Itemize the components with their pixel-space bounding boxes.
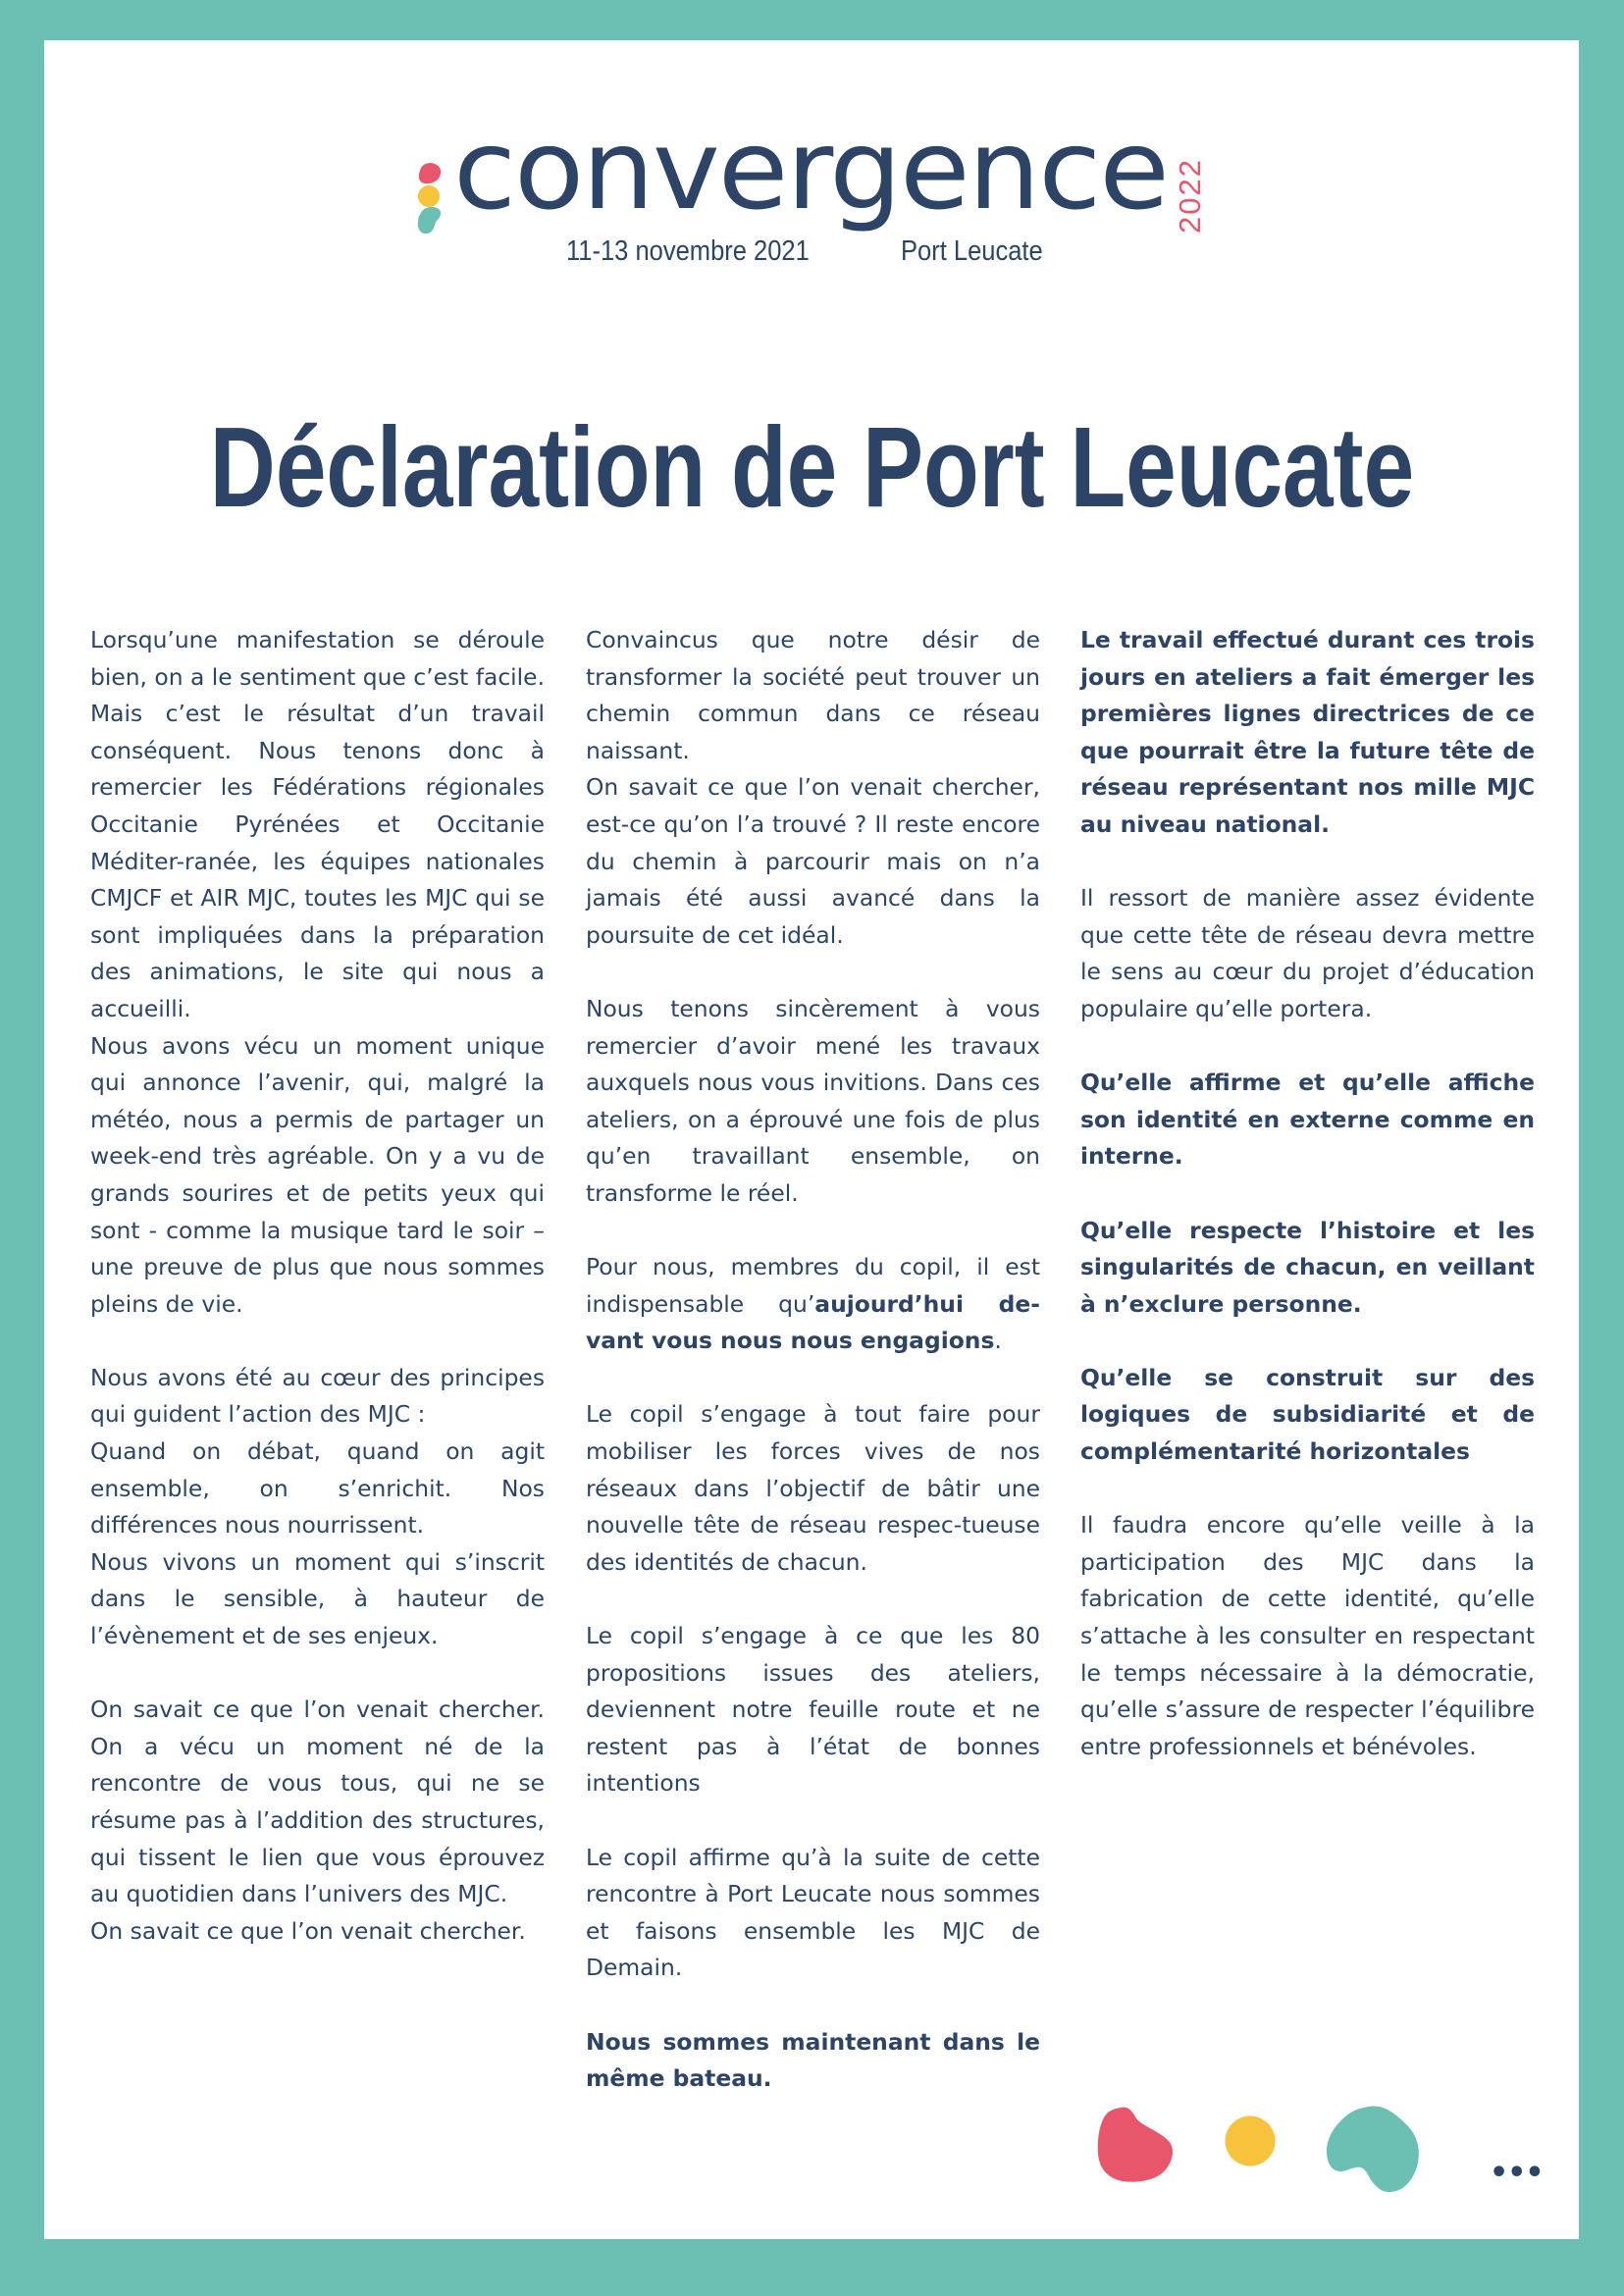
text-run: Nous avons été au cœur des principes qui guident l’action des MJC : — [90, 1363, 545, 1429]
paragraph-spacer — [586, 954, 1040, 991]
text-run: Nous vivons un moment qui s’inscrit dans le sensible, à hauteur de l’évènement et de ses enjeux. — [90, 1547, 545, 1650]
paragraph-spacer — [90, 1323, 545, 1360]
paragraph — [586, 2024, 1040, 2098]
column-2 — [586, 622, 1040, 2098]
paragraph — [586, 1840, 1040, 1987]
text-run: Nous avons vécu un moment unique qui annonce l’avenir, qui, malgré la météo, nous a permis de partager un week-end très agréable. On y a vu de grands sourires et de petits yeux qui sont - comme la musique tard le soir – une preuve de plus que nous sommes pleins de vie. — [90, 1031, 545, 1318]
paragraph — [1080, 1065, 1535, 1175]
logo-year: 2022 — [1173, 158, 1207, 234]
logo-teal-dot — [418, 207, 441, 234]
paragraph — [586, 769, 1040, 954]
paragraph-spacer — [1080, 1028, 1535, 1066]
paragraph-spacer — [1080, 1471, 1535, 1508]
paragraph-spacer — [586, 1581, 1040, 1618]
paragraph — [90, 622, 545, 1028]
logo-red-dot — [419, 163, 441, 183]
text-run: Il ressort de manière assez évidente que cette tête de réseau devra mettre le sens au cœur du projet d’éducation populaire qu’elle portera. — [1080, 884, 1535, 1022]
paragraph-spacer — [90, 1655, 545, 1693]
page-title: Déclaration de Port Leucate — [209, 403, 1415, 531]
text-run: On savait ce que l’on venait chercher. — [90, 1916, 526, 1945]
paragraph-spacer — [586, 1360, 1040, 1397]
paragraph — [586, 1618, 1040, 1802]
teal-blob-icon — [1325, 2106, 1423, 2194]
paragraph — [90, 1544, 545, 1655]
text-run: Le copil affirme qu’à la suite de cette rencontre à Port Leucate nous sommes et faisons ensemble les MJC de Demain. — [586, 1843, 1040, 1982]
bold-text: Qu’elle respecte l’histoire et les singularités de chacun, en veillant à n’exclure personne. — [1080, 1216, 1535, 1318]
paragraph — [90, 1360, 545, 1434]
red-blob-icon — [1097, 2107, 1176, 2185]
paragraph-spacer — [1080, 1175, 1535, 1213]
bold-text: Le travail effectué durant ces trois jours en ateliers a fait émerger les premières lignes directrices de ce que pourrait être la future tête de réseau représentant nos mille MJC au niveau national. — [1080, 626, 1535, 838]
text-run: Lorsqu’une manifestation se déroule bien, on a le sentiment que c’est facile. Mais c’est le résultat d’un travail conséquent. Nous tenons donc à remercier les Fédérations régionales Occitanie Pyrénées et Occitanie Méditer-ranée, les équipes nationales CMJCF et AIR MJC, toutes les MJC qui se sont impliquées dans la préparation des animations, le site qui nous a accueilli. — [90, 626, 546, 1022]
paragraph — [586, 622, 1040, 769]
text-run: Le copil s’engage à ce que les 80 propositions issues des ateliers, deviennent notre feuille route et ne restent pas à l’état de bonnes intentions — [586, 1622, 1040, 1798]
paragraph — [586, 1396, 1040, 1581]
paragraph-spacer — [586, 1802, 1040, 1840]
paragraph-spacer — [586, 1987, 1040, 2024]
column-1 — [90, 622, 545, 1950]
bold-text: Qu’elle se construit sur des logiques de subsidiarité et de complémentarité horizontales — [1080, 1363, 1535, 1466]
paragraph — [90, 1913, 545, 1951]
text-run: On savait ce que l’on venait chercher. On a vécu un moment né de la rencontre de vous tous, qui ne se résume pas à l’addition des structures, qui tissent le lien que vous éprouvez au quotidien dans l’univers des MJC. — [90, 1696, 545, 1908]
column-3 — [1080, 622, 1535, 1765]
event-dates: 11-13 novembre 2021 — [566, 235, 810, 267]
paragraph — [90, 1692, 545, 1913]
text-run: Le copil s’engage à tout faire pour mobiliser les forces vives de nos réseaux dans l’objectif de bâtir une nouvelle tête de réseau respec-tueuse des identités de chacun. — [586, 1400, 1040, 1576]
paragraph-spacer — [1080, 1323, 1535, 1360]
logo-wordmark: convergence — [453, 107, 1168, 235]
bold-text: aujourd’hui de-vant vous nous nous engagions — [586, 1289, 1040, 1355]
text-run: Convaincus que notre désir de transformer la société peut trouver un chemin commun dans ce réseau naissant. — [586, 626, 1040, 764]
paragraph — [586, 1249, 1040, 1360]
paragraph-spacer — [1080, 844, 1535, 881]
logo-yellow-dot — [418, 185, 440, 207]
paragraph-spacer — [586, 1213, 1040, 1250]
text-run: . — [994, 1327, 1002, 1355]
more-indicator-icon: ••• — [1490, 2156, 1544, 2190]
text-run: Quand on débat, quand on agit ensemble, on s’enrichit. Nos différences nous nourrissent. — [90, 1437, 545, 1539]
event-place: Port Leucate — [901, 235, 1043, 267]
paragraph — [1080, 880, 1535, 1027]
text-run: Nous tenons sincèrement à vous remercier d’avoir mené les travaux auxquels nous vous invitions. Dans ces ateliers, on a éprouvé une fois de plus qu’en travaillant ensemble, on transforme le réel. — [586, 994, 1040, 1207]
text-run: Il faudra encore qu’elle veille à la participation des MJC dans la fabrication de cette identité, qu’elle s’attache à les consulter en respectant le temps nécessaire à la démocratie, qu’elle s’assure de respecter l’équilibre entre professionnels et bénévoles. — [1080, 1511, 1535, 1760]
yellow-dot-icon — [1224, 2114, 1277, 2167]
paragraph — [586, 991, 1040, 1213]
text-run: On savait ce que l’on venait chercher, est-ce qu’on l’a trouvé ? Il reste encore du chemin à parcourir mais on n’a jamais été aussi avancé dans la poursuite de cet idéal. — [586, 773, 1040, 949]
paragraph — [1080, 1507, 1535, 1765]
paragraph — [1080, 1213, 1535, 1324]
bold-text: Nous sommes maintenant dans le même bateau. — [586, 2027, 1040, 2093]
paragraph — [1080, 622, 1535, 844]
bold-text: Qu’elle affirme et qu’elle affiche son identité en externe comme en interne. — [1080, 1069, 1535, 1171]
convergence-logo — [0, 0, 1624, 294]
paragraph — [90, 1028, 545, 1324]
paragraph — [1080, 1360, 1535, 1471]
text-run: Pour nous, membres du copil, il est indispensable qu’ — [586, 1253, 1040, 1318]
logo-color-dots-icon — [416, 162, 445, 235]
paragraph — [90, 1434, 545, 1544]
